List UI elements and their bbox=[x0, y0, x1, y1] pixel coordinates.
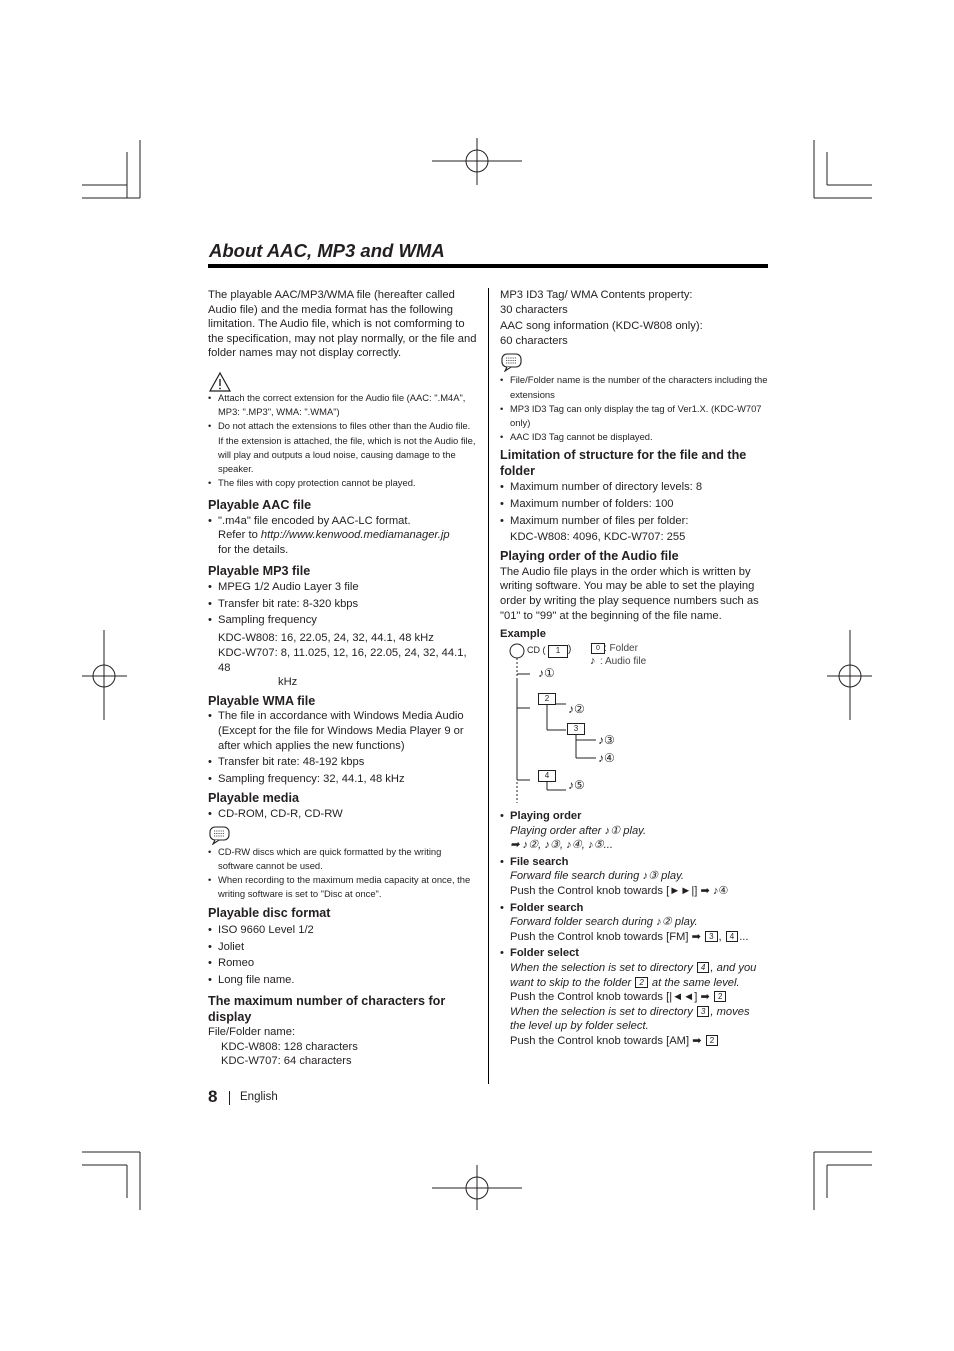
legend-file-label: : Audio file bbox=[600, 656, 647, 667]
folder-search-item: • Folder search Forward folder search during ♪② play. Push the Control knob towards [FM] ➡ 3 , 4 ... bbox=[500, 901, 775, 945]
list-item: • Maximum number of files per folder: bbox=[500, 513, 770, 530]
audio-file-5: ♪⑤ bbox=[568, 778, 585, 792]
operations-list bbox=[500, 809, 775, 1049]
aac-heading: Playable AAC file bbox=[208, 498, 312, 513]
audio-file-1: ♪① bbox=[538, 666, 555, 680]
folder-box-2: 2 bbox=[538, 693, 556, 705]
aac-info-label: AAC song information (KDC-W808 only): bbox=[500, 320, 703, 333]
list-item: • Sampling frequency: 32, 44.1, 48 kHz bbox=[208, 772, 478, 787]
note-icon bbox=[500, 352, 524, 372]
max-chars-w808: KDC-W808: 128 characters bbox=[221, 1040, 358, 1053]
list-item: • Attach the correct extension for the Audio file (AAC: ".M4A", MP3: ".MP3", WMA: ".WMA") bbox=[208, 391, 478, 419]
mp3-heading: Playable MP3 file bbox=[208, 563, 311, 578]
list-item: • CD-RW discs which are quick formatted by the writing software cannot be used. bbox=[208, 845, 478, 873]
max-chars-label: File/Folder name: bbox=[208, 1026, 296, 1039]
disc-format-list bbox=[208, 922, 478, 989]
root-folder-box: 1 bbox=[548, 645, 568, 658]
media-notes bbox=[208, 845, 478, 902]
order-heading: Playing order of the Audio file bbox=[500, 549, 679, 564]
page-number: 8 bbox=[208, 1087, 218, 1106]
list-item: • Sampling frequency bbox=[208, 612, 478, 629]
title-rule bbox=[208, 264, 768, 268]
aac-list bbox=[208, 514, 478, 558]
list-item: • AAC ID3 Tag cannot be displayed. bbox=[500, 430, 770, 444]
file-search-item: • File search Forward file search during ♪③ play. Push the Control knob towards [►►|] ➡ ♪④ bbox=[500, 855, 775, 899]
cd-close: ) bbox=[568, 644, 572, 655]
list-item: • The files with copy protection cannot be played. bbox=[208, 476, 478, 490]
list-item: • Long file name. bbox=[208, 972, 478, 989]
list-item: • Maximum number of directory levels: 8 bbox=[500, 479, 770, 496]
mp3-list bbox=[208, 579, 478, 629]
page-title: About AAC, MP3 and WMA bbox=[209, 240, 445, 261]
list-item: • Transfer bit rate: 48-192 kbps bbox=[208, 755, 478, 770]
footer-divider bbox=[229, 1091, 230, 1105]
right-column bbox=[500, 288, 770, 642]
limitation-list bbox=[500, 479, 770, 529]
mp3-freq-w707: KDC-W707: 8, 11.025, 12, 16, 22.05, 24, 32, 44.1, 48 kHz bbox=[218, 647, 467, 689]
list-item: • ".m4a" file encoded by AAC-LC format. Refer to http://www.kenwood.mediamanager.jp for the details. bbox=[208, 514, 478, 558]
limitation-heading: Limitation of structure for the file and the folder bbox=[500, 448, 747, 478]
operations bbox=[500, 809, 775, 1049]
intro-text: The playable AAC/MP3/WMA file (hereafter called Audio file) and the media format has the following limitation. The Audio file, which is not comforming to the specification, may not play normally, or the file and folder names may not display correctly. bbox=[208, 289, 477, 360]
media-list bbox=[208, 807, 478, 822]
mp3-freq-w808: KDC-W808: 16, 22.05, 24, 32, 44.1, 48 kHz bbox=[218, 631, 434, 644]
disc-format-heading: Playable disc format bbox=[208, 906, 331, 921]
legend-file-icon: ♪ bbox=[590, 655, 596, 667]
wma-list bbox=[208, 709, 478, 786]
playing-order-item: • Playing order Playing order after ♪① play. ➡ ♪②, ♪③, ♪④, ♪⑤... bbox=[500, 809, 775, 853]
media-heading: Playable media bbox=[208, 791, 300, 806]
audio-file-4: ♪④ bbox=[598, 751, 615, 765]
list-item: • File/Folder name is the number of the characters including the extensions bbox=[500, 373, 770, 401]
list-item: • CD-ROM, CD-R, CD-RW bbox=[208, 807, 478, 822]
list-item: • When recording to the maximum media capacity at once, the writing software is set to "Disc at once". bbox=[208, 873, 478, 901]
note-icon bbox=[208, 825, 232, 845]
list-item: • The file in accordance with Windows Media Audio (Except for the file for Windows Media Player 9 or after which applies the new functions) bbox=[208, 709, 478, 753]
list-item: • Do not attach the extensions to files other than the Audio file. If the extension is attached, the file, which is not the Audio file, will play and outputs a loud noise, causing damage to the speaker. bbox=[208, 419, 478, 476]
audio-file-2: ♪② bbox=[568, 702, 585, 716]
legend-folder-label: : Folder bbox=[604, 643, 638, 654]
warning-list bbox=[208, 391, 478, 490]
list-item: • Romeo bbox=[208, 955, 478, 972]
left-column bbox=[208, 288, 478, 1069]
aac-info-value: 60 characters bbox=[500, 334, 568, 347]
folder-select-item: • Folder select When the selection is set to directory 4 , and you want to skip to the folder 2 at the same level. Push the Control knob towards [|◄◄] ➡ 2 When the selection is set to directory 3 , moves the level up by folder select. Push the Control knob towards [AM] ➡ 2 bbox=[500, 946, 775, 1048]
max-chars-heading: The maximum number of characters for display bbox=[208, 994, 446, 1024]
example-label: Example bbox=[500, 628, 547, 641]
kenwood-link[interactable]: http://www.kenwood.mediamanager.jp bbox=[260, 529, 450, 542]
legend-folder-box: 0 bbox=[591, 643, 605, 654]
list-item: • MPEG 1/2 Audio Layer 3 file bbox=[208, 579, 478, 596]
list-item: • MP3 ID3 Tag can only display the tag of Ver1.X. (KDC-W707 only) bbox=[500, 402, 770, 430]
folder-box-3: 3 bbox=[567, 723, 585, 735]
column-divider bbox=[488, 288, 489, 1084]
limitation-files-detail: KDC-W808: 4096, KDC-W707: 255 bbox=[510, 530, 686, 543]
folder-tree bbox=[500, 638, 770, 806]
list-item: • ISO 9660 Level 1/2 bbox=[208, 922, 478, 939]
cd-label: CD ( bbox=[527, 645, 546, 655]
max-chars-w707: KDC-W707: 64 characters bbox=[221, 1055, 352, 1068]
list-item: • Joliet bbox=[208, 939, 478, 956]
warning-icon bbox=[208, 371, 232, 393]
list-item: • Maximum number of folders: 100 bbox=[500, 496, 770, 513]
wma-heading: Playable WMA file bbox=[208, 693, 316, 708]
list-item: • Transfer bit rate: 8-320 kbps bbox=[208, 596, 478, 613]
audio-file-3: ♪③ bbox=[598, 733, 615, 747]
footer-language: English bbox=[240, 1091, 278, 1103]
character-notes bbox=[500, 373, 770, 444]
id3-label: MP3 ID3 Tag/ WMA Contents property: bbox=[500, 289, 693, 301]
id3-value: 30 characters bbox=[500, 303, 568, 316]
order-text: The Audio file plays in the order which is written by writing software. You may be able to set the playing order by writing the play sequence numbers such as "01" to "99" at the beginning of the file name. bbox=[500, 565, 759, 622]
folder-box-4: 4 bbox=[538, 770, 556, 782]
